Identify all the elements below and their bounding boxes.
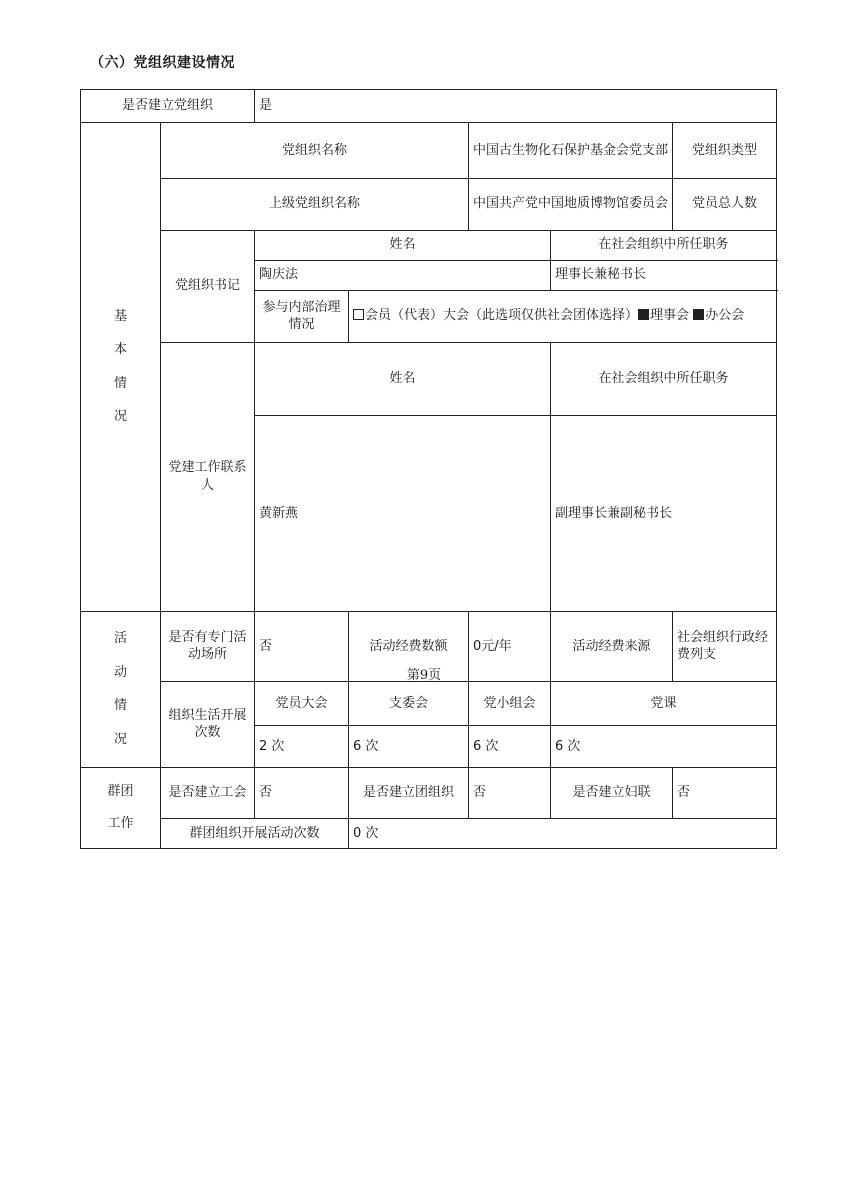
org-life-label: 组织生活开展次数 bbox=[161, 681, 255, 767]
governance-label: 参与内部治理情况 bbox=[255, 290, 349, 342]
contact-role: 副理事长兼副秘书长 bbox=[551, 415, 777, 611]
secretary-name: 陶庆法 bbox=[255, 260, 551, 290]
funding-source-value: 社会组织行政经费列支 bbox=[673, 611, 777, 681]
contact-col-name: 姓名 bbox=[255, 342, 551, 415]
org-name-label: 党组织名称 bbox=[161, 123, 469, 179]
parent-org-value: 中国共产党中国地质博物馆委员会 bbox=[469, 178, 673, 230]
secretary-label: 党组织书记 bbox=[161, 230, 255, 342]
secretary-col-name: 姓名 bbox=[255, 230, 551, 260]
col-assembly: 党员大会 bbox=[255, 681, 349, 725]
col-group: 党小组会 bbox=[469, 681, 551, 725]
assembly-checkbox bbox=[353, 309, 364, 320]
col-committee: 支委会 bbox=[349, 681, 469, 725]
youth-org-label: 是否建立团组织 bbox=[349, 767, 469, 818]
established-value: 是 bbox=[255, 90, 777, 123]
union-value: 否 bbox=[255, 767, 349, 818]
funding-label: 活动经费数额 bbox=[349, 611, 469, 681]
established-label: 是否建立党组织 bbox=[81, 90, 255, 123]
party-building-table bbox=[80, 89, 777, 849]
basic-section-label: 基 本 情 况 bbox=[81, 123, 161, 612]
activity-section-label: 活 动 情 况 bbox=[81, 611, 161, 767]
page-number: 第9页 bbox=[406, 668, 442, 683]
mass-count-value: 0 次 bbox=[349, 818, 777, 848]
venue-label: 是否有专门活动场所 bbox=[161, 611, 255, 681]
mass-count-label: 群团组织开展活动次数 bbox=[161, 818, 349, 848]
parent-org-label: 上级党组织名称 bbox=[161, 178, 469, 230]
assembly-count: 2 次 bbox=[255, 725, 349, 767]
group-count: 6 次 bbox=[469, 725, 551, 767]
funding-value: 0元/年 bbox=[469, 611, 551, 681]
women-org-label: 是否建立妇联 bbox=[551, 767, 673, 818]
lecture-count: 6 次 bbox=[551, 725, 777, 767]
venue-value: 否 bbox=[255, 611, 349, 681]
org-name-value: 中国古生物化石保护基金会党支部 bbox=[469, 123, 673, 179]
contact-label: 党建工作联系人 bbox=[161, 342, 255, 611]
contact-col-role: 在社会组织中所任职务 bbox=[551, 342, 777, 415]
youth-org-value: 否 bbox=[469, 767, 551, 818]
col-lecture: 党课 bbox=[551, 681, 777, 725]
office-meeting-checkbox bbox=[693, 309, 704, 320]
members-label: 党员总人数 bbox=[673, 178, 777, 230]
board-checkbox bbox=[638, 309, 649, 320]
section-title: （六）党组织建设情况 bbox=[90, 55, 235, 71]
women-org-value: 否 bbox=[673, 767, 777, 818]
secretary-col-role: 在社会组织中所任职务 bbox=[551, 230, 777, 260]
governance-options: 会员（代表）大会（此选项仅供社会团体选择） 理事会 办公会 bbox=[349, 290, 777, 342]
funding-source-label: 活动经费来源 bbox=[551, 611, 673, 681]
union-label: 是否建立工会 bbox=[161, 767, 255, 818]
contact-name: 黄新燕 bbox=[255, 415, 551, 611]
committee-count: 6 次 bbox=[349, 725, 469, 767]
secretary-role: 理事长兼秘书长 bbox=[551, 260, 777, 290]
mass-section-label: 群团 工作 bbox=[81, 767, 161, 848]
org-type-label: 党组织类型 bbox=[673, 123, 777, 179]
